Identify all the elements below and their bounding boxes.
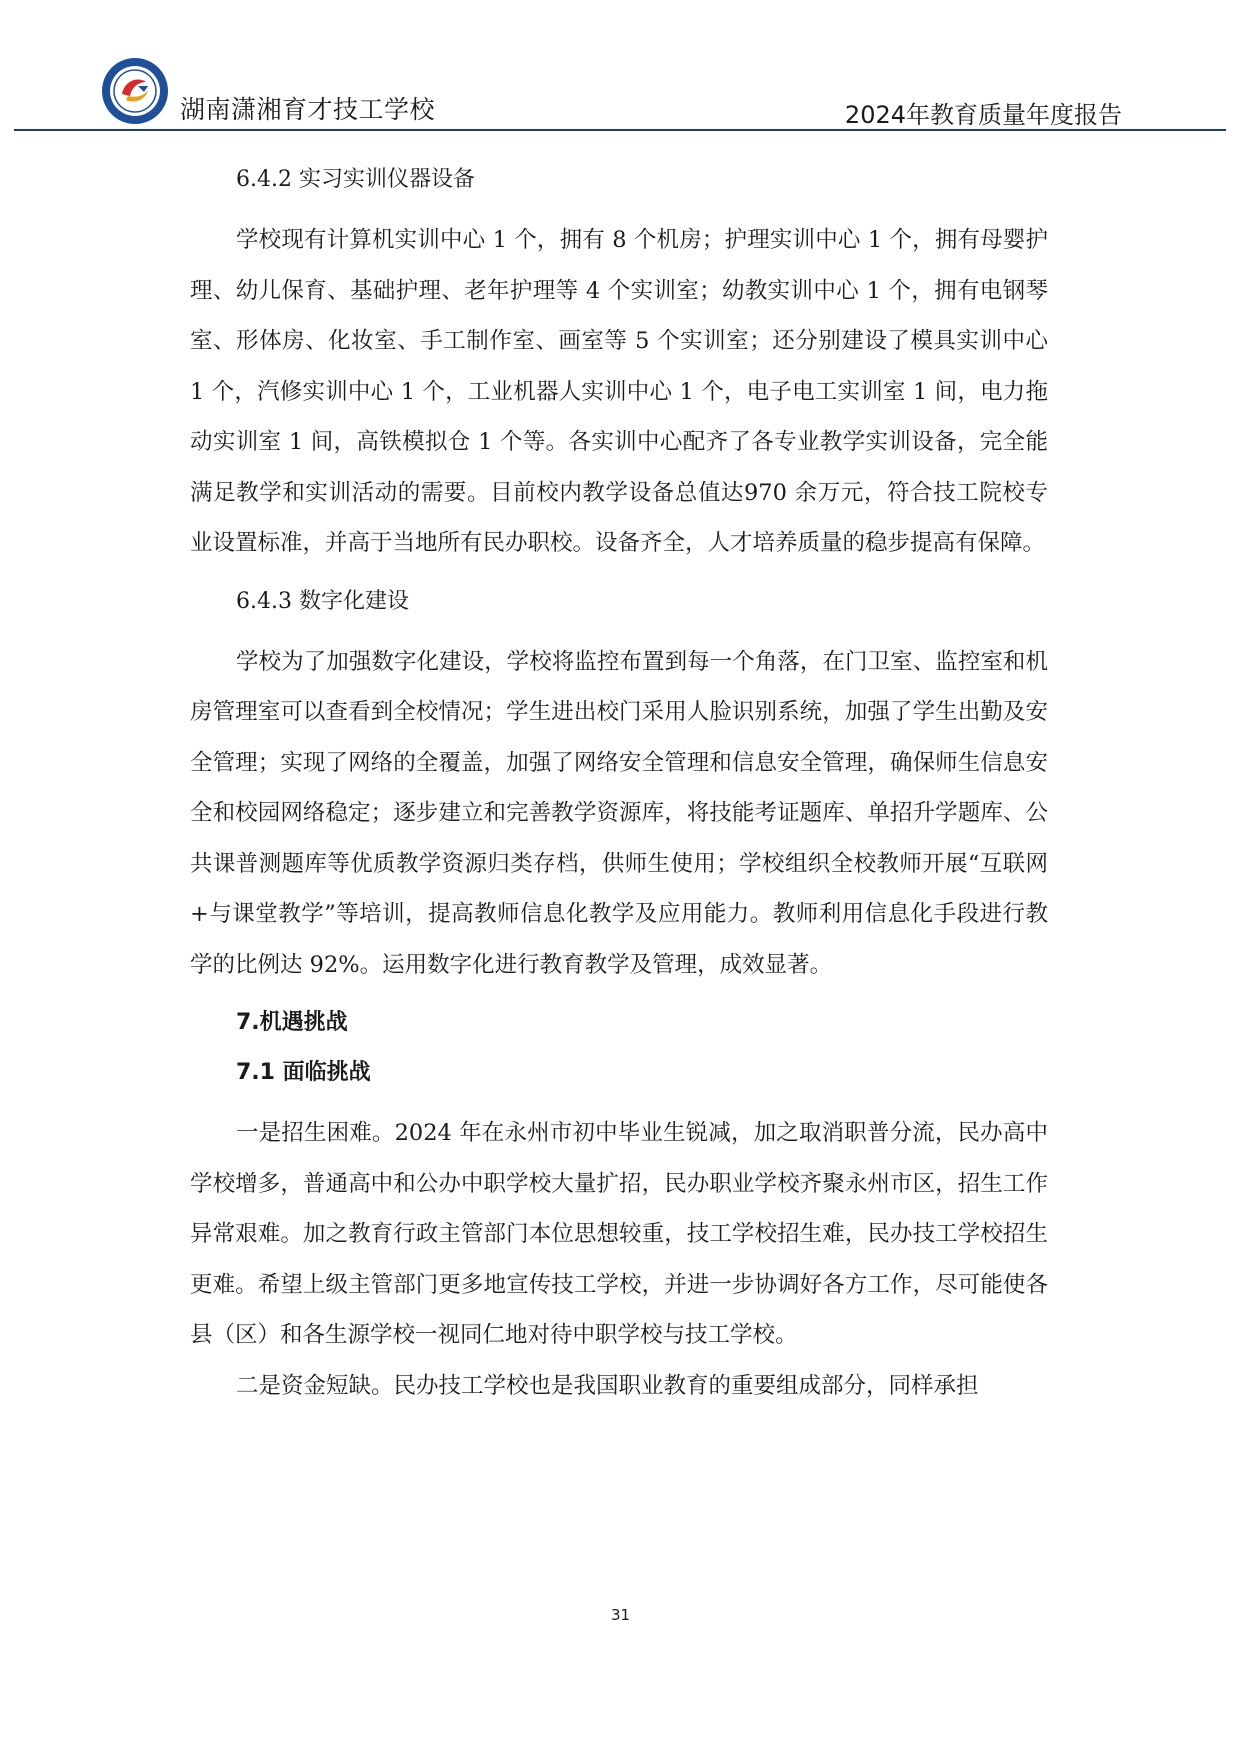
report-title: 2024年教育质量年度报告 <box>844 101 1122 129</box>
section-6-4-2 <box>190 165 1048 569</box>
page-number: 31 <box>610 1606 631 1624</box>
school-emblem-icon <box>100 56 170 126</box>
paragraph: 一是招生困难。2024 年在永州市初中毕业生锐减，加之取消职普分流，民办高中学校增多，普通高中和公办中职学校大量扩招，民办职业学校齐聚永州市区，招生工作异常艰难。加之教育行政主管部门本位思想较重，技工学校招生难，民办技工学校招生更难。希望上级主管部门更多地宣传技工学校，并进一步协调好各方工作，尽可能使各县（区）和各生源学校一视同仁地对待中职学校与技工学校。 <box>190 1120 1048 1348</box>
chapter-heading: 7.机遇挑战 <box>236 1010 348 1035</box>
paragraph: 二是资金短缺。民办技工学校也是我国职业教育的重要组成部分，同样承担 <box>236 1372 979 1399</box>
section-heading: 6.4.3 数字化建设 <box>236 588 409 614</box>
section-6-4-3 <box>190 587 1048 991</box>
header-divider <box>14 129 1226 131</box>
chapter-7 <box>190 1008 1048 1411</box>
paragraph: 学校现有计算机实训中心 1 个，拥有 8 个机房；护理实训中心 1 个，拥有母婴护理、幼儿保育、基础护理、老年护理等 4 个实训室；幼教实训中心 1 个，拥有电钢琴室、形体房、化妆室、手工制作室、画室等 5 个实训室；还分别建设了模具实训中心 1 个，汽修实训中心 1 个，工业机器人实训中心 1 个，电子电工实训室 1 间，电力拖动实训室 1 间，高铁模拟仓 1 个等。各实训中心配齐了各专业教学实训设备，完全能满足教学和实训活动的需要。目前校内教学设备总值达970 余万元，符合技工院校专业设置标准，并高于当地所有民办职校。设备齐全，人才培养质量的稳步提高有保障。 <box>190 227 1048 556</box>
page-header <box>14 0 1226 132</box>
paragraph: 学校为了加强数字化建设，学校将监控布置到每一个角落，在门卫室、监控室和机房管理室可以查看到全校情况；学生进出校门采用人脸识别系统，加强了学生出勤及安全管理；实现了网络的全覆盖，加强了网络安全管理和信息安全管理，确保师生信息安全和校园网络稳定；逐步建立和完善教学资源库，将技能考证题库、单招升学题库、公共课普测题库等优质教学资源归类存档，供师生使用；学校组织全校教师开展“互联网+与课堂教学”等培训，提高教师信息化教学及应用能力。教师利用信息化手段进行教学的比例达 92%。运用数字化进行教育教学及管理，成效显著。 <box>190 648 1048 978</box>
page-body <box>190 165 1048 1411</box>
school-name: 湖南潇湘育才技工学校 <box>180 95 436 124</box>
subsection-heading: 7.1 面临挑战 <box>236 1060 371 1085</box>
section-heading: 6.4.2 实习实训仪器设备 <box>236 167 475 192</box>
